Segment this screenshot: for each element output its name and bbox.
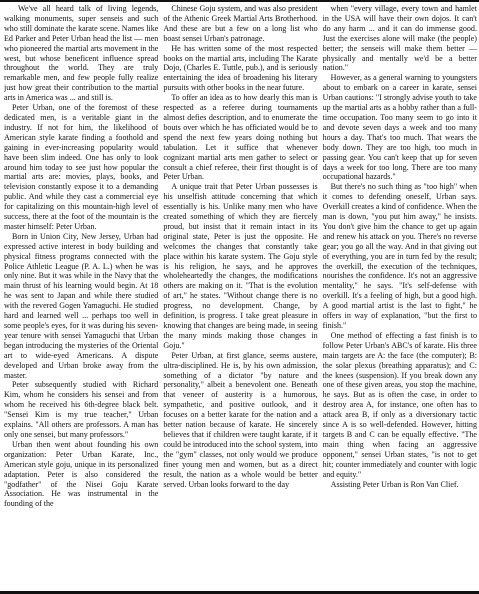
paragraph: Peter Urban, at first glance, seems austere, ultra-disciplined. He is, by his own admission, something of a dictator "by nature and personality," albeit a benevolent one. Beneath that veneer of austerity is a humorous, sympathetic, and positive outlook, and it focuses on a better karate for the nation and a better nation because of karate. He sincerely believes that if children were taught karate, if it could be introduced into the school system, into the "gym" classes, not only would we produce finer young men and women, but as a direct result, the nation as a whole would be better served. Urban looks forward to the day [163, 350, 318, 489]
paragraph: However, as a general warning to youngsters about to embark on a career in karate, sensei Urban cautions: "I strongly advise youth to take up the martial arts as a hobby rather than a full-time occupation. Too many seem to go into it and devote seven days a week and too many hours a day. That's too much. That wears the body down. They are too high, too much in passing gear. You can't keep that up for seven days a week for too long. There are too many occupational hazards." [322, 73, 477, 182]
paragraph: Peter subsequently studied with Richard Kim, whom he considers his sensei and from whom he received his 6th-degree black belt. "Sensei Kim is my true teacher," Urban explains. "All others are professors. A man has only one sensei, but many professors." [4, 380, 159, 439]
paragraph: when "every village, every town and hamlet in the USA will have their own dojos. It can't do any harm ... and it can do immense good. Just the exercises alone will make (the people) better; the senseis will make them better — physically and mentally we'd be a better nation." [322, 4, 477, 73]
paragraph: One method of effecting a fast finish is to follow Peter Urban's ABC's of karate. His three main targets are A: the face (the computer); B: the solar plexus (breathing apparatus); and C: the knees (suspension). If you break down any one of these given areas, you stop the machine, he says. But as is often the case, in order to destroy area A, for instance, one often has to attack area B, if only as a diversionary tactic since A is so well-defended. However, hitting targets B and C can be equally effective. "The main thing when facing an aggressive opponent," sensei Urban states, "is not to get hit; counter immediately and counter with logic and equity." [322, 330, 477, 479]
paragraph: We've all heard talk of living legends, walking monuments, super senseis and such who still dominate the karate scene. Names like Ed Parker and Peter Urban head the list — men who pioneered the martial arts movement in the west, but whose beneficent influence spread throughout the world. They are truly remarkable men, and few people fully realize just how great their contribution to the martial arts in America was ... and still is. [4, 4, 159, 103]
paragraph: Assisting Peter Urban is Ron Van Clief. [330, 479, 459, 489]
paragraph: He has written some of the most respected books on the martial arts, including The Karate Dojo, (Charles E. Tuttle, pub.), and is seriously entertaining the idea of broadening his literary pursuits with other books in the near future. [163, 43, 318, 93]
article-columns [4, 4, 477, 583]
paragraph: A unique trait that Peter Urban possesses is his unselfish attitude concerning that which essentially is his. Unlike many men who have created something of which they are fiercely proud, but insist that it remain intact in its original state, Peter is just the opposite. He welcomes the changes that constantly take place within his karate system. The Goju style is his religion, he says, and he approves wholeheartedly the changes, the modifications others are making on it. "That is the evolution of art," he states. "Without change there is no progress, no development. Change, by definition, is progress. I take great pleasure in knowing that changes are being made, in seeing the many minds making those changes in Goju." [163, 182, 318, 350]
column-1 [4, 4, 158, 583]
paragraph: Urban then went about founding his own organization: Peter Urban Karate, Inc., American style goju, unique in its personalized adaptation. Peter is also considered the "godfather" of the Nisei Goju Karate Association. He was instrumental in the founding of the [4, 439, 159, 509]
column-2 [163, 4, 317, 583]
paragraph: To offer an idea as to how dearly this man is respected as a referee during tournaments almost defies description, and to enumerate the bouts over which he has officiated would be to spend the next few years doing nothing but tabulation. Let it suffice that whenever cognizant martial arts men gather to select or consult a chief referee, their first thought is of Peter Urban. [163, 93, 318, 182]
paragraph: Born in Union City, New Jersey, Urban had expressed active interest in body building and physical fitness programs connected with the Police Athletic League (P. A. L.) when he was only nine. But it was while in the Navy that the main thrust of his learning would begin. At 18 he was sent to Japan and while there studied with the revered Gogen Yamaguchi. He studied hard and learned well ... perhaps too well in some people's eyes, for it was during his seven-year tenure with sensei Yamaguchi that Urban began introducing the mysteries of the Oriental art to wide-eyed Americans. A dispute developed and Urban broke away from the master. [4, 231, 159, 380]
paragraph: Chinese Goju system, and was also president of the Athenic Greek Martial Arts Brotherhood. And these are but a few on a long list who boast sensei Urban's patronage. [163, 4, 318, 43]
column-3 [323, 4, 477, 583]
paragraph: But there's no such thing as "too high" when it comes to defending oneself, Urban says. Overkill creates a kind of confidence. When the man is down, "you put him away," he insists. You don't give him the chance to get up again and renew his attack on you. There's no reverse gear; you go all the way. And in that giving out of everything, you are in turn fed by the result; the overkill, the execution of the techniques, nourishes the confidence. It's not an aggressive mentality," he says. "It's self-defense with overkill. It's a feeling of high, but a good high. A good martial artist is the last to fight," he offers in way of explanation, "but the first to finish." [322, 182, 477, 330]
paragraph: Peter Urban, one of the foremost of these dedicated men, is a veritable giant in the industry. If not for him, the likelihood of American style karate finding a foothold and gaining in ever-increasing popularity would have been slim indeed. One has only to look around him today to see just how popular the martial arts are: movies, plays, books, and television constantly expose it to a demanding public. And while they cast a commercial eye for capitalizing on this mountain-high level of success, there at the foot of the mountain is the master himself: Peter Urban. [4, 103, 159, 231]
